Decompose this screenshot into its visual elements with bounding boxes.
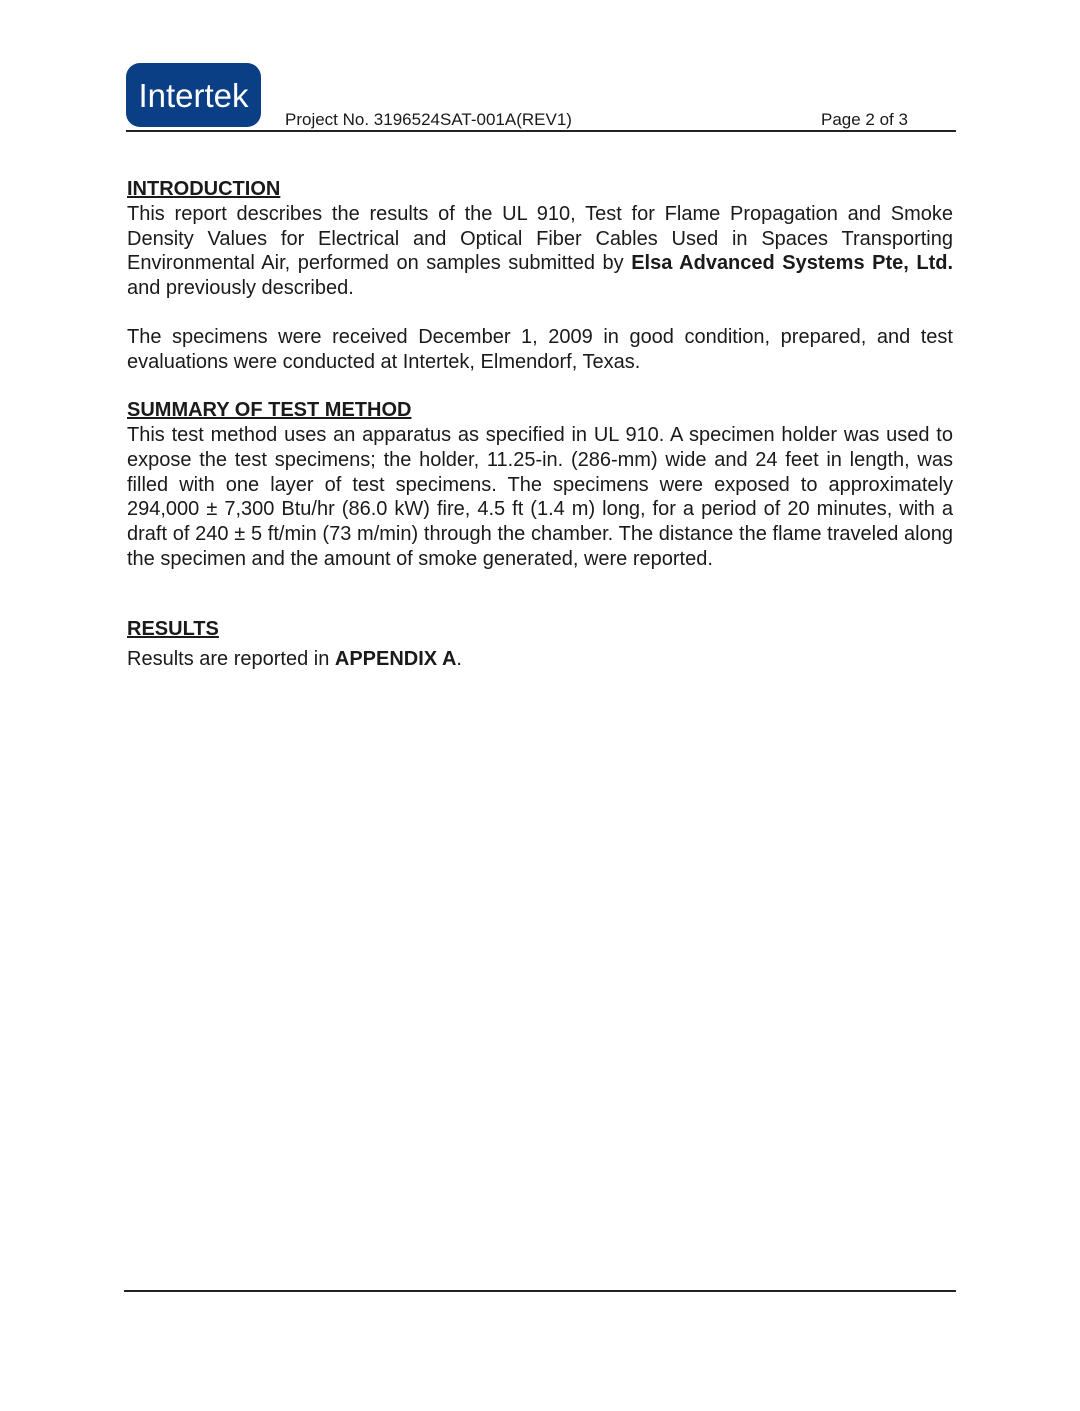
header-divider xyxy=(126,130,956,132)
project-number: Project No. 3196524SAT-001A(REV1) xyxy=(285,110,572,129)
introduction-text: This report describes the results of the UL 910, Test for Flame Propagation and Smoke Density Values for Electrical and Optical Fiber Cables Used in Spaces Transporting Environmental Air, performed on samples submitted by xyxy=(127,203,953,275)
spacer xyxy=(127,301,953,325)
report-body xyxy=(127,177,953,672)
spacer xyxy=(127,374,953,398)
introduction-tail: and previously described. xyxy=(127,277,354,300)
logo-text: Intertek xyxy=(138,77,249,114)
results-heading: RESULTS xyxy=(127,618,219,641)
summary-heading: SUMMARY OF TEST METHOD xyxy=(127,399,412,422)
intertek-logo xyxy=(126,63,261,127)
receipt-paragraph: The specimens were received December 1, 2009 in good condition, prepared, and test evaluations were conducted at Intertek, Elmendorf, Texas. xyxy=(127,325,953,373)
summary-paragraph: This test method uses an apparatus as specified in UL 910. A specimen holder was used to expose the test specimens; the holder, 11.25-in. (286-mm) wide and 24 feet in length, was filled with one layer of test specimens. The specimens were exposed to approximately 294,000 ± 7,300 Btu/hr (86.0 kW) fire, 4.5 ft (1.4 m) long, for a period of 20 minutes, with a draft of 240 ± 5 ft/min (73 m/min) through the chamber. The distance the flame traveled along the specimen and the amount of smoke generated, were reported. xyxy=(127,424,953,570)
appendix-reference: APPENDIX A xyxy=(334,648,457,671)
results-paragraph xyxy=(127,647,953,672)
spacer xyxy=(127,571,953,617)
page-number: Page 2 of 3 xyxy=(821,110,908,129)
intertek-logo-mark xyxy=(131,70,256,120)
introduction-paragraph xyxy=(127,202,953,301)
introduction-heading: INTRODUCTION xyxy=(127,178,281,200)
footer-divider xyxy=(124,1290,956,1292)
results-text: Results are reported in xyxy=(127,648,335,671)
results-period: . xyxy=(456,648,462,671)
company-name: Elsa Advanced Systems Pte, Ltd. xyxy=(631,252,953,275)
